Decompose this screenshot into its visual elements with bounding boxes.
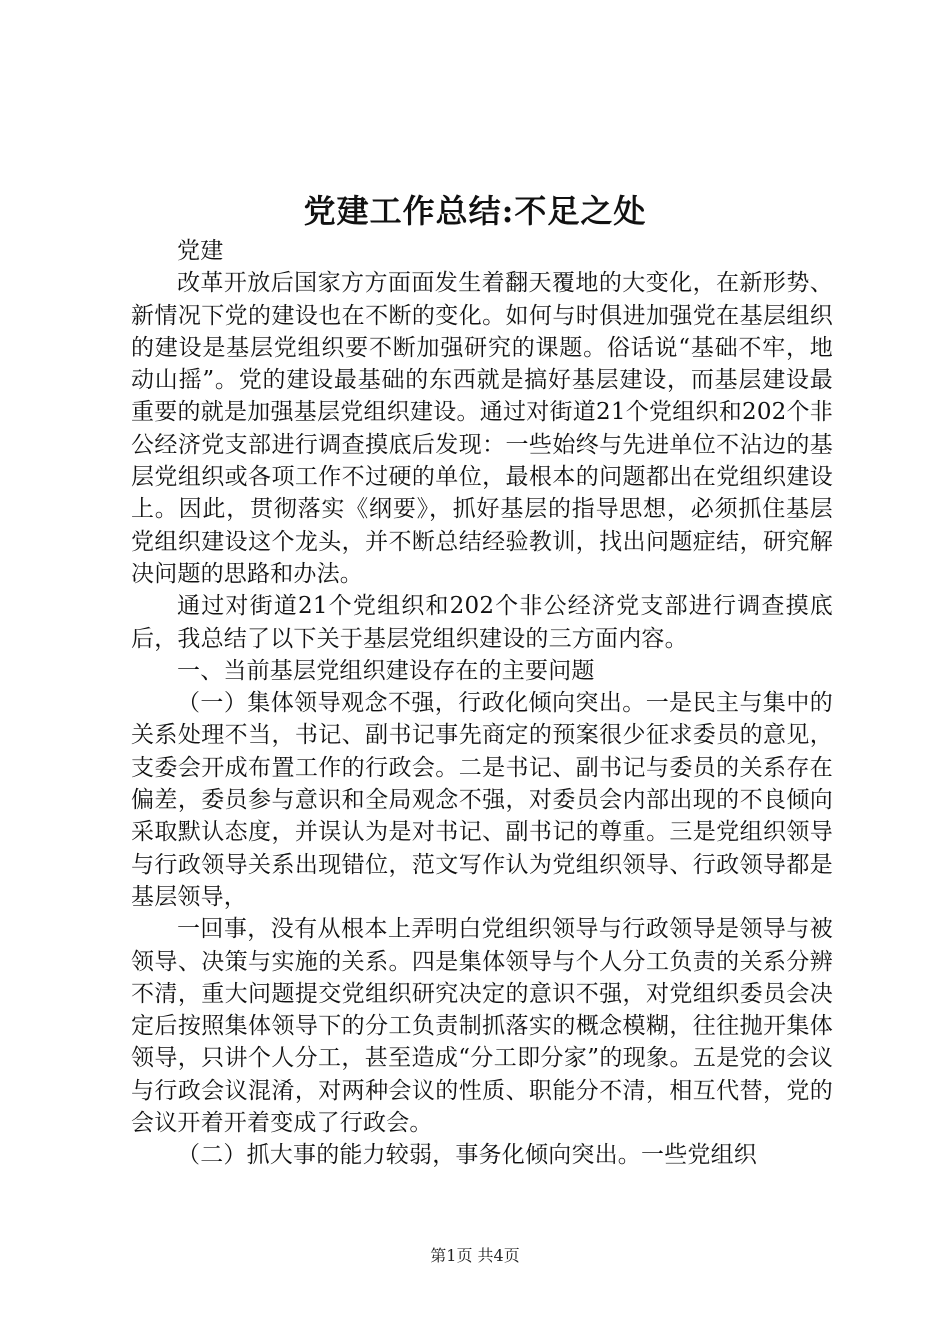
paragraph-4: （一）集体领导观念不强，行政化倾向突出。一是民主与集中的关系处理不当，书记、副书记事先商定的预案很少征求委员的意见，支委会开成布置工作的行政会。二是书记、副书记与委员的关系存在偏差，委员参与意识和全局观念不强，对委员会内部出现的不良倾向采取默认态度，并误认为是对书记、副书记的尊重。三是党组织领导与行政领导关系出现错位，范文写作认为党组织领导、行政领导都是基层领导， [131,690,833,910]
paragraph-6: （二）抓大事的能力较弱，事务化倾向突出。一些党组织 [177,1142,757,1169]
paragraph-5: 一回事，没有从根本上弄明白党组织领导与行政领导是领导与被领导、决策与实施的关系。四是集体领导与个人分工负责的关系分辨不清，重大问题提交党组织研究决定的意识不强，对党组织委员会决定后按照集体领导下的分工负责制抓落实的概念模糊，往往抛开集体领导，只讲个人分工，甚至造成“分工即分家”的现象。五是党的会议与行政会议混淆，对两种会议的性质、职能分不清，相互代替，党的会议开着开着变成了行政会。 [131,916,833,1137]
paragraph-1: 党建 [177,238,224,264]
document-title: 党建工作总结:不足之处 [303,192,647,230]
page-footer: 第1页 共4页 [430,1246,520,1265]
section-heading-1: 一、当前基层党组织建设存在的主要问题 [177,657,595,684]
paragraph-3: 通过对街道21个党组织和202个非公经济党支部进行调查摸底后，我总结了以下关于基层党组织建设的三方面内容。 [131,593,833,652]
document-body [131,235,833,1172]
paragraph-2: 改革开放后国家方方面面发生着翻天覆地的大变化，在新形势、新情况下党的建设也在不断的变化。如何与时俱进加强党在基层组织的建设是基层党组织要不断加强研究的课题。俗话说“基础不牢，地动山摇”。党的建设最基础的东西就是搞好基层建设，而基层建设最重要的就是加强基层党组织建设。通过对街道21个党组织和202个非公经济党支部进行调查摸底后发现：一些始终与先进单位不沾边的基层党组织或各项工作不过硬的单位，最根本的问题都出在党组织建设上。因此，贯彻落实《纲要》，抓好基层的指导思想，必须抓住基层党组织建设这个龙头，并不断总结经验教训，找出问题症结，研究解决问题的思路和办法。 [131,270,833,587]
